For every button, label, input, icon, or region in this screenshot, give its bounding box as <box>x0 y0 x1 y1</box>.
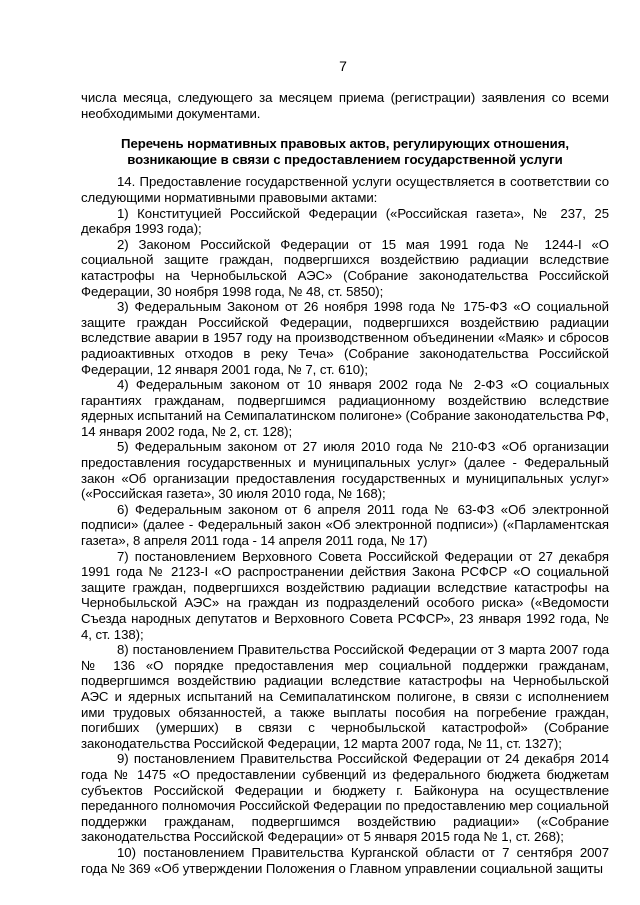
list-item-5: 5) Федеральным законом от 27 июля 2010 года № 210-ФЗ «Об организации предоставления государственных и муниципальных услуг» (далее - Федеральный закон «Об организации предоставления государственных и муниципальных услуг» («Российская газета», 30 июля 2010 года, № 168); <box>81 439 609 502</box>
intro-paragraph: числа месяца, следующего за месяцем приема (регистрации) заявления со всеми необходимыми документами. <box>81 90 609 121</box>
section-heading: Перечень нормативных правовых актов, регулирующих отношения, возникающие в связи с предоставлением государственной услуги <box>121 136 569 167</box>
document-body <box>81 90 609 876</box>
list-item-1: 1) Конституцией Российской Федерации («Российская газета», № 237, 25 декабря 1993 года); <box>81 205 609 237</box>
list-item-7: 7) постановлением Верховного Совета Российской Федерации от 27 декабря 1991 года № 2123-I «О распространении действия Закона РСФСР «О социальной защите граждан, подвергшихся воздействию радиации вследствие катастрофы на Чернобыльской АЭС» на граждан из подразделений особого риска» («Ведомости Съезда народных депутатов и Верховного Совета РСФСР», 23 января 1992 года, № 4, ст. 138); <box>81 548 609 642</box>
list-item-6: 6) Федеральным законом от 6 апреля 2011 года № 63-ФЗ «Об электронной подписи» (далее - Федеральный закон «Об электронной подписи») («Парламентская газета», 8 апреля 2011 года - 14 апреля 2011 года, № 17) <box>81 501 609 549</box>
list-item-4: 4) Федеральным законом от 10 января 2002 года № 2-ФЗ «О социальных гарантиях гражданам, подвергшимся радиационному воздействию вследствие ядерных испытаний на Семипалатинском полигоне» (Собрание законодательства РФ, 14 января 2002 года, № 2, ст. 128); <box>81 377 609 439</box>
list-item-8: 8) постановлением Правительства Российской Федерации от 3 марта 2007 года № 136 «О порядке предоставления мер социальной поддержки гражданам, подвергшимся воздействию радиации вследствие катастрофы на Чернобыльской АЭС и ядерных испытаний на Семипалатинском полигоне, в связи с исполнением ими трудовых обязанностей, а также выплаты пособия на погребение граждан, погибших (умерших) в связи с чернобыльской катастрофой» (Собрание законодательства Российской Федерации, 12 марта 2007 года, № 11, ст. 1327); <box>81 642 609 751</box>
paragraph-14: 14. Предоставление государственной услуги осуществляется в соответствии со следующими нормативными правовыми актами: <box>81 174 609 205</box>
list-item-10: 10) постановлением Правительства Курганской области от 7 сентября 2007 года № 369 «Об утверждении Положения о Главном управлении социальной защиты <box>81 844 609 876</box>
page-number: 7 <box>339 58 347 74</box>
list-item-3: 3) Федеральным Законом от 26 ноября 1998 года № 175-ФЗ «О социальной защите граждан Российской Федерации, подвергшихся воздействию радиации вследствие аварии в 1957 году на производственном объединении «Маяк» и сбросов радиоактивных отходов в реку Теча» (Собрание законодательства Российской Федерации, 12 января 2001 года, № 7, ст. 610); <box>81 299 609 377</box>
list-item-9: 9) постановлением Правительства Российской Федерации от 24 декабря 2014 года № 1475 «О предоставлении субвенций из федерального бюджета бюджетам субъектов Российской Федерации и бюджету г. Байконура на осуществление переданного полномочия Российской Федерации по предоставлению мер социальной поддержки гражданам, подвергшимся воздействию радиации» («Собрание законодательства Российской Федерации» от 5 января 2015 года № 1, ст. 268); <box>81 751 609 845</box>
list-item-2: 2) Законом Российской Федерации от 15 мая 1991 года № 1244-I «О социальной защите граждан, подвергшихся воздействию радиации вследствие катастрофы на Чернобыльской АЭС» (Собрание законодательства Российской Федерации, 30 ноября 1998 года, № 48, ст. 5850); <box>81 236 609 299</box>
